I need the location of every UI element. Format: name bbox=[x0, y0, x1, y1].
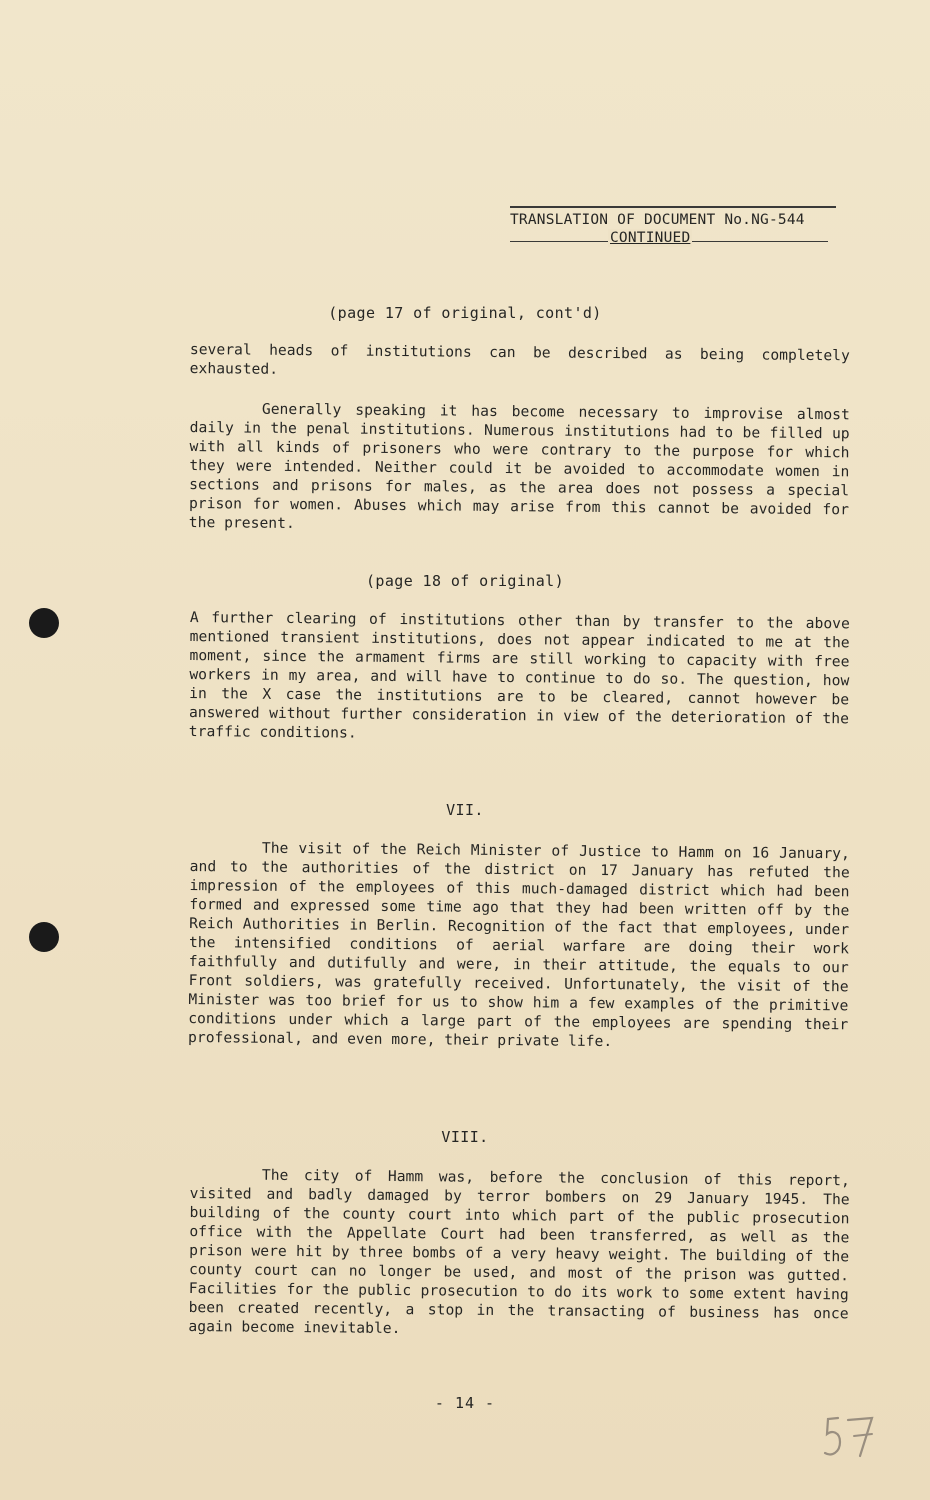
header-subtitle: CONTINUED bbox=[610, 230, 691, 246]
page17-continuation bbox=[190, 340, 850, 384]
punch-hole-lower bbox=[29, 922, 59, 952]
section-vii-body bbox=[188, 838, 850, 1053]
section-vii-heading: VII. bbox=[446, 801, 484, 819]
clearing-text: A further clearing of institutions other than by transfer to the above mentioned transient institutions, does not appear indicated to me at the moment, since the armament firms are still working to capacity with free workers in my area, and will have to continue to do so. The question, how in the X case the institutions are to be cleared, cannot however be answered without further consideration in view of the deterioration of the traffic conditions. bbox=[188, 608, 850, 742]
page18-heading: (page 18 of original) bbox=[365, 572, 565, 590]
page-number: - 14 - bbox=[434, 1394, 496, 1412]
punch-hole-upper bbox=[29, 608, 59, 638]
paragraph-clearing bbox=[189, 608, 850, 747]
paragraph-improvise bbox=[189, 399, 850, 538]
header-rule bbox=[510, 206, 836, 208]
section-viii-body bbox=[188, 1165, 850, 1342]
improvise-text: Generally speaking it has become necessary to improvise almost daily in the penal institutions. Numerous institutions had to be filled up with all kinds of prisoners who were contrary to the purpose for which they were intended. Neither could it be avoided to accommodate women in sections and prisons for males, as the area does not possess a special prison for women. Abuses which may arise from this cannot be avoided for the present. bbox=[188, 400, 850, 533]
header-title: TRANSLATION OF DOCUMENT No.NG-544 bbox=[510, 212, 805, 228]
section-vii-text: The visit of the Reich Minister of Justice to Hamm on 16 January, and to the authorities of the district on 17 January has refuted the impression of the employees of this much-damaged district which had been formed and expressed some time ago that they had been written off by the Reich Authorities in Berlin. Recognition of the fact that employees, under the intensified conditions of aerial warfare are doing their work faithfully and dutifully and were, in their attitude, the equals to our Front soldiers, was gratefully received. Unfortunately, the visit of the Minister was too brief for us to show him a few examples of the primitive conditions under which a large part of the employees are spending their professional, and even more, their private life. bbox=[188, 839, 850, 1051]
continuation-text: several heads of institutions can be described as being completely exhausted. bbox=[189, 340, 850, 378]
header-subtitle-row bbox=[510, 229, 840, 247]
handwritten-page-number bbox=[822, 1410, 880, 1464]
section-viii-text: The city of Hamm was, before the conclusion of this report, visited and badly damaged by terror bombers on 29 January 1945. The building of the county court into which part of the public prosecution office with the Appellate Court had been transferred, as well as the prison were hit by three bombs of a very heavy weight. The building of the county court can no longer be used, and most of the prison was gutted. Facilities for the public prosecution to do its work to some extent having been created recently, a stop in the transacting of business has once again become inevitable. bbox=[188, 1166, 850, 1338]
document-header bbox=[510, 206, 840, 247]
section-viii-heading: VIII. bbox=[441, 1128, 489, 1146]
page17-heading: (page 17 of original, cont'd) bbox=[328, 304, 602, 322]
